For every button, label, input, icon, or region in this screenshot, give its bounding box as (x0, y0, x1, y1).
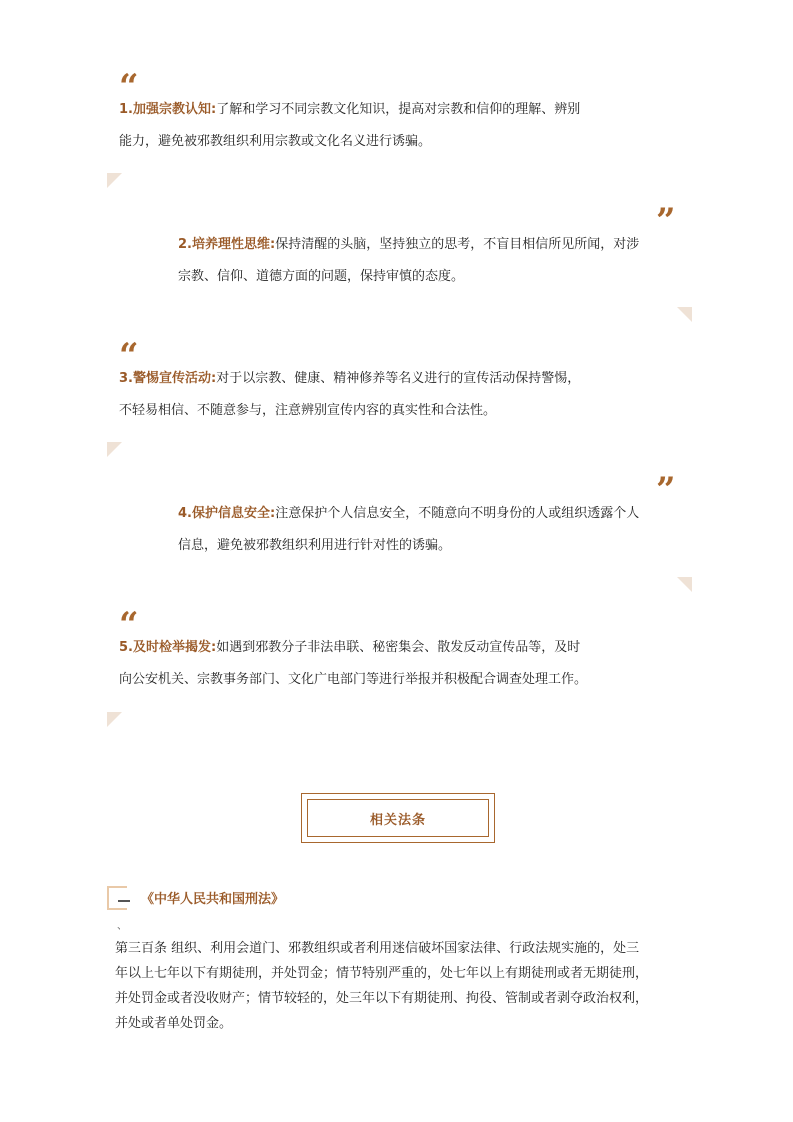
dash-icon (118, 900, 130, 902)
corner-decoration (107, 442, 122, 457)
section-heading-inner-frame (307, 799, 489, 837)
law-mark: 、 (117, 921, 127, 932)
corner-decoration (677, 307, 692, 322)
open-quote-icon: “ (119, 336, 136, 376)
tip-5 (119, 632, 587, 696)
tip-4-line-1: 注意保护个人信息安全，不随意向不明身份的人或组织透露个人 (275, 506, 640, 521)
tip-2-line-2: 宗教、信仰、道德方面的问题，保持审慎的态度。 (178, 269, 465, 284)
close-quote-icon: ” (656, 470, 673, 510)
tip-1-line-1: 了解和学习不同宗教文化知识，提高对宗教和信仰的理解、辨别 (216, 102, 581, 117)
tip-5-heading: 5.及时检举揭发: (119, 640, 217, 655)
tip-1-heading: 1.加强宗教认知: (119, 102, 217, 117)
corner-decoration (107, 173, 122, 188)
corner-decoration (107, 712, 122, 727)
tip-2-line-1: 保持清醒的头脑，坚持独立的思考，不盲目相信所见所闻，对涉 (275, 237, 640, 252)
law-article (115, 936, 648, 1036)
open-quote-icon: “ (119, 67, 136, 107)
tip-3 (119, 363, 580, 427)
tip-2 (178, 229, 639, 293)
law-line-1: 第三百条 组织、利用会道门、邪教组织或者利用迷信破坏国家法律、行政法规实施的，处三 (115, 941, 640, 956)
tip-5-line-2: 向公安机关、宗教事务部门、文化广电部门等进行举报并积极配合调查处理工作。 (119, 672, 588, 687)
law-line-3: 并处罚金或者没收财产；情节较轻的，处三年以下有期徒刑、拘役、管制或者剥夺政治权利， (115, 991, 649, 1006)
section-title: 相关法条 (369, 812, 426, 828)
close-quote-icon: ” (656, 201, 673, 241)
law-line-2: 年以上七年以下有期徒刑，并处罚金；情节特别严重的，处七年以上有期徒刑或者无期徒刑， (115, 966, 649, 981)
tip-3-heading: 3.警惕宣传活动: (119, 371, 217, 386)
tip-4-heading: 4.保护信息安全: (178, 506, 276, 521)
open-quote-icon: “ (119, 605, 136, 645)
tip-1 (119, 94, 580, 158)
tip-5-line-1: 如遇到邪教分子非法串联、秘密集会、散发反动宣传品等，及时 (216, 640, 581, 655)
tip-4 (178, 498, 639, 562)
section-heading-box (301, 793, 495, 843)
law-title: 《中华人民共和国刑法》 (141, 892, 285, 907)
tip-4-line-2: 信息，避免被邪教组织利用进行针对性的诱骗。 (178, 538, 452, 553)
tip-2-heading: 2.培养理性思维: (178, 237, 276, 252)
corner-decoration (677, 577, 692, 592)
law-bracket-decoration (107, 886, 127, 910)
tip-1-line-2: 能力，避免被邪教组织利用宗教或文化名义进行诱骗。 (119, 134, 432, 149)
law-line-4: 并处或者单处罚金。 (115, 1016, 233, 1031)
tip-3-line-2: 不轻易相信、不随意参与，注意辨别宣传内容的真实性和合法性。 (119, 403, 497, 418)
tip-3-line-1: 对于以宗教、健康、精神修养等名义进行的宣传活动保持警惕， (216, 371, 581, 386)
